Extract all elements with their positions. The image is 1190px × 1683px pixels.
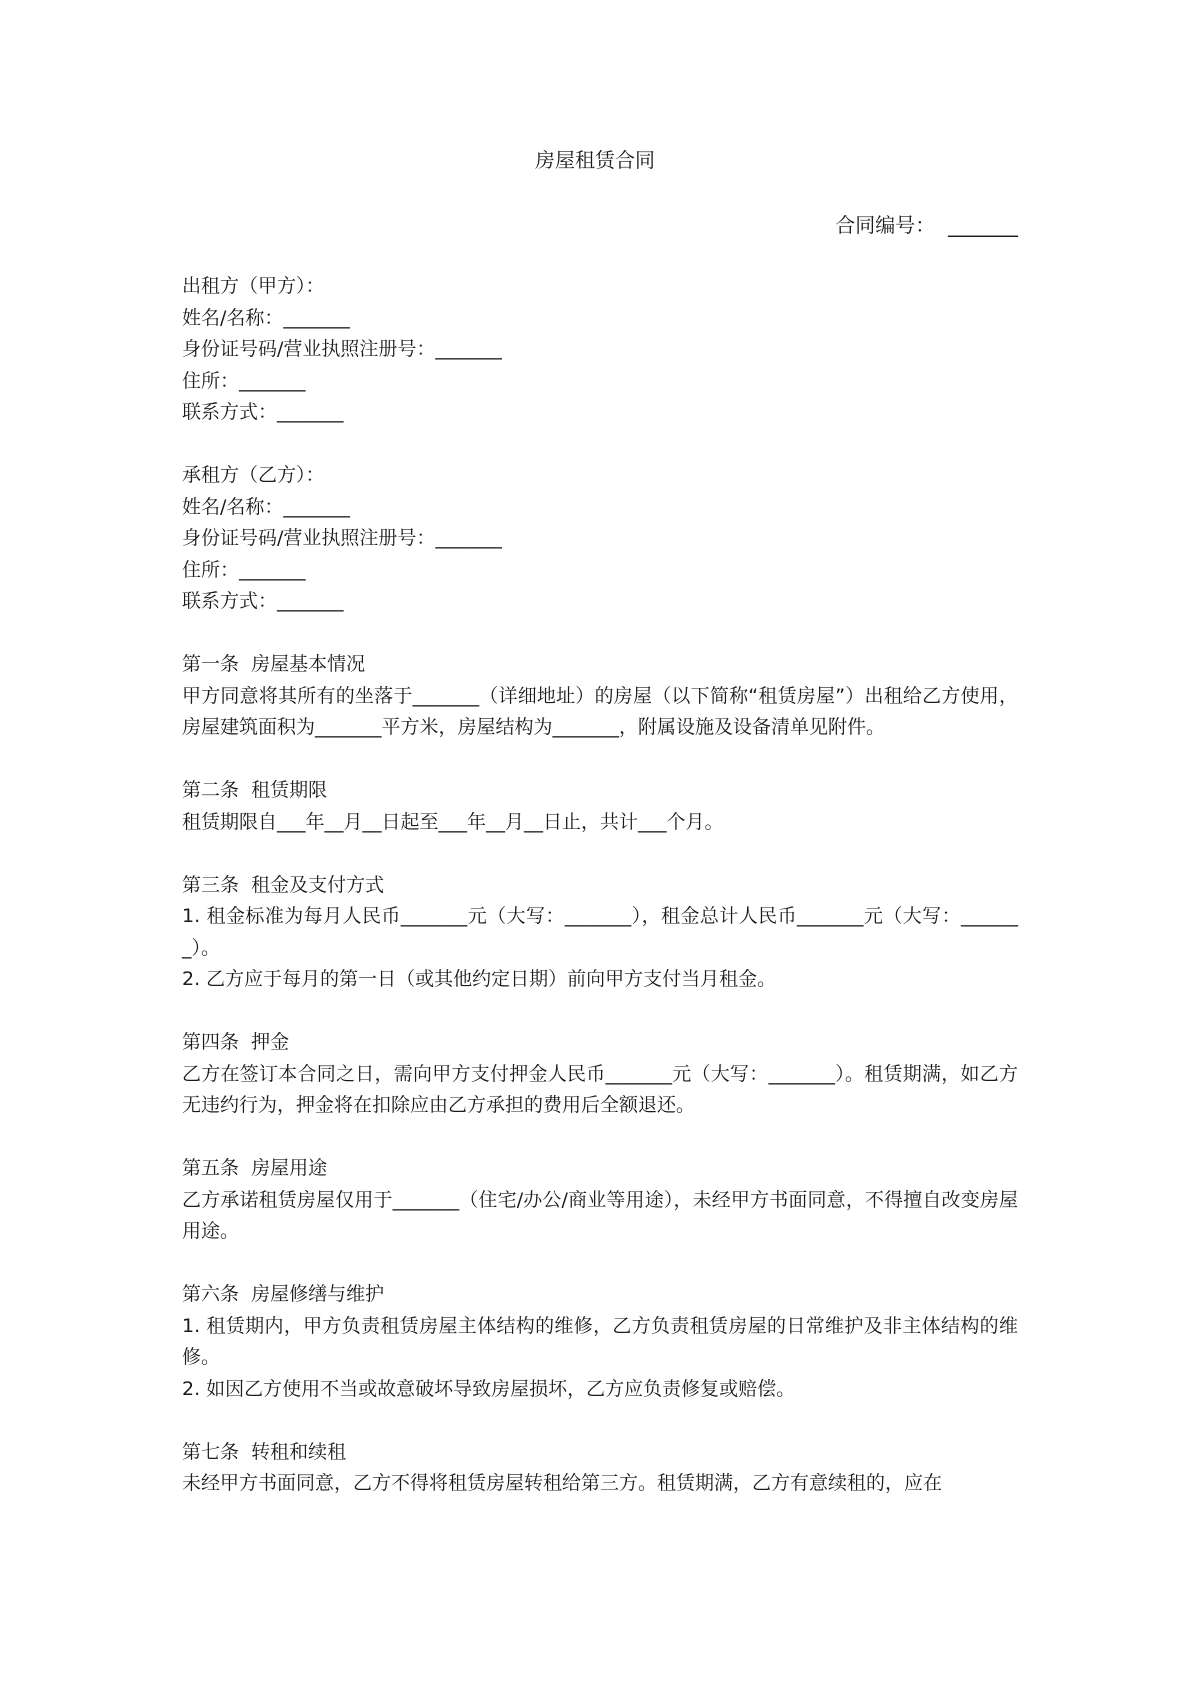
article-6 xyxy=(182,1279,1018,1405)
article-paragraph: 甲方同意将其所有的坐落于_______（详细地址）的房屋（以下简称“租赁房屋”）出租给乙方使用，房屋建筑面积为_______平方米，房屋结构为_______，附属设施及设备清单见附件。 xyxy=(182,684,1018,738)
article-paragraph: 2. 如因乙方使用不当或故意破坏导致房屋损坏，乙方应负责修复或赔偿。 xyxy=(182,1377,796,1400)
article-paragraph: 乙方在签订本合同之日，需向甲方支付押金人民币_______元（大写：_______）。租赁期满，如乙方无违约行为，押金将在扣除应由乙方承担的费用后全额退还。 xyxy=(182,1062,1018,1116)
article-paragraph: 乙方承诺租赁房屋仅用于_______（住宅/办公/商业等用途），未经甲方书面同意，不得擅自改变房屋用途。 xyxy=(182,1188,1018,1242)
article-heading: 第六条 房屋修缮与维护 xyxy=(182,1283,385,1305)
article-1 xyxy=(182,649,1018,744)
article-5 xyxy=(182,1153,1018,1248)
lessor-name: 姓名/名称：_______ xyxy=(182,306,350,329)
lessor-section xyxy=(182,271,1018,429)
article-3 xyxy=(182,870,1018,996)
article-4 xyxy=(182,1027,1018,1122)
lessee-contact: 联系方式：_______ xyxy=(182,590,344,612)
article-heading: 第四条 押金 xyxy=(182,1031,290,1053)
lessor-heading: 出租方（甲方）： xyxy=(182,275,325,297)
article-2 xyxy=(182,775,1018,838)
contract-number: 合同编号： _______ xyxy=(835,213,1018,237)
lessee-id: 身份证号码/营业执照注册号：_______ xyxy=(182,527,502,549)
document-body xyxy=(182,271,1018,1531)
article-paragraph: 未经甲方书面同意，乙方不得将租赁房屋转租给第三方。租赁期满，乙方有意续租的，应在 xyxy=(182,1472,943,1494)
article-heading: 第二条 租赁期限 xyxy=(182,779,328,801)
article-heading: 第五条 房屋用途 xyxy=(182,1157,328,1179)
article-heading: 第一条 房屋基本情况 xyxy=(182,653,366,675)
article-heading: 第三条 租金及支付方式 xyxy=(182,873,385,896)
lessor-address: 住所：_______ xyxy=(182,369,306,392)
lessee-heading: 承租方（乙方）： xyxy=(182,464,325,486)
article-heading: 第七条 转租和续租 xyxy=(182,1440,347,1463)
lessee-address: 住所：_______ xyxy=(182,558,306,581)
lessor-id: 身份证号码/营业执照注册号：_______ xyxy=(182,338,502,360)
document-title: 房屋租赁合同 xyxy=(535,148,655,172)
lessee-name: 姓名/名称：_______ xyxy=(182,495,350,518)
article-paragraph: 2. 乙方应于每月的第一日（或其他约定日期）前向甲方支付当月租金。 xyxy=(182,968,777,990)
article-paragraph: 租赁期限自___年__月__日起至___年__月__日止，共计___个月。 xyxy=(182,810,724,833)
lessor-contact: 联系方式：_______ xyxy=(182,401,344,423)
lessee-section xyxy=(182,460,1018,618)
article-7 xyxy=(182,1437,1018,1500)
article-paragraph: 1. 租赁期内，甲方负责租赁房屋主体结构的维修，乙方负责租赁房屋的日常维护及非主体结构的维修。 xyxy=(182,1314,1018,1368)
article-paragraph: 1. 租金标准为每月人民币_______元（大写：_______），租金总计人民币_______元（大写：_______）。 xyxy=(182,905,1018,959)
